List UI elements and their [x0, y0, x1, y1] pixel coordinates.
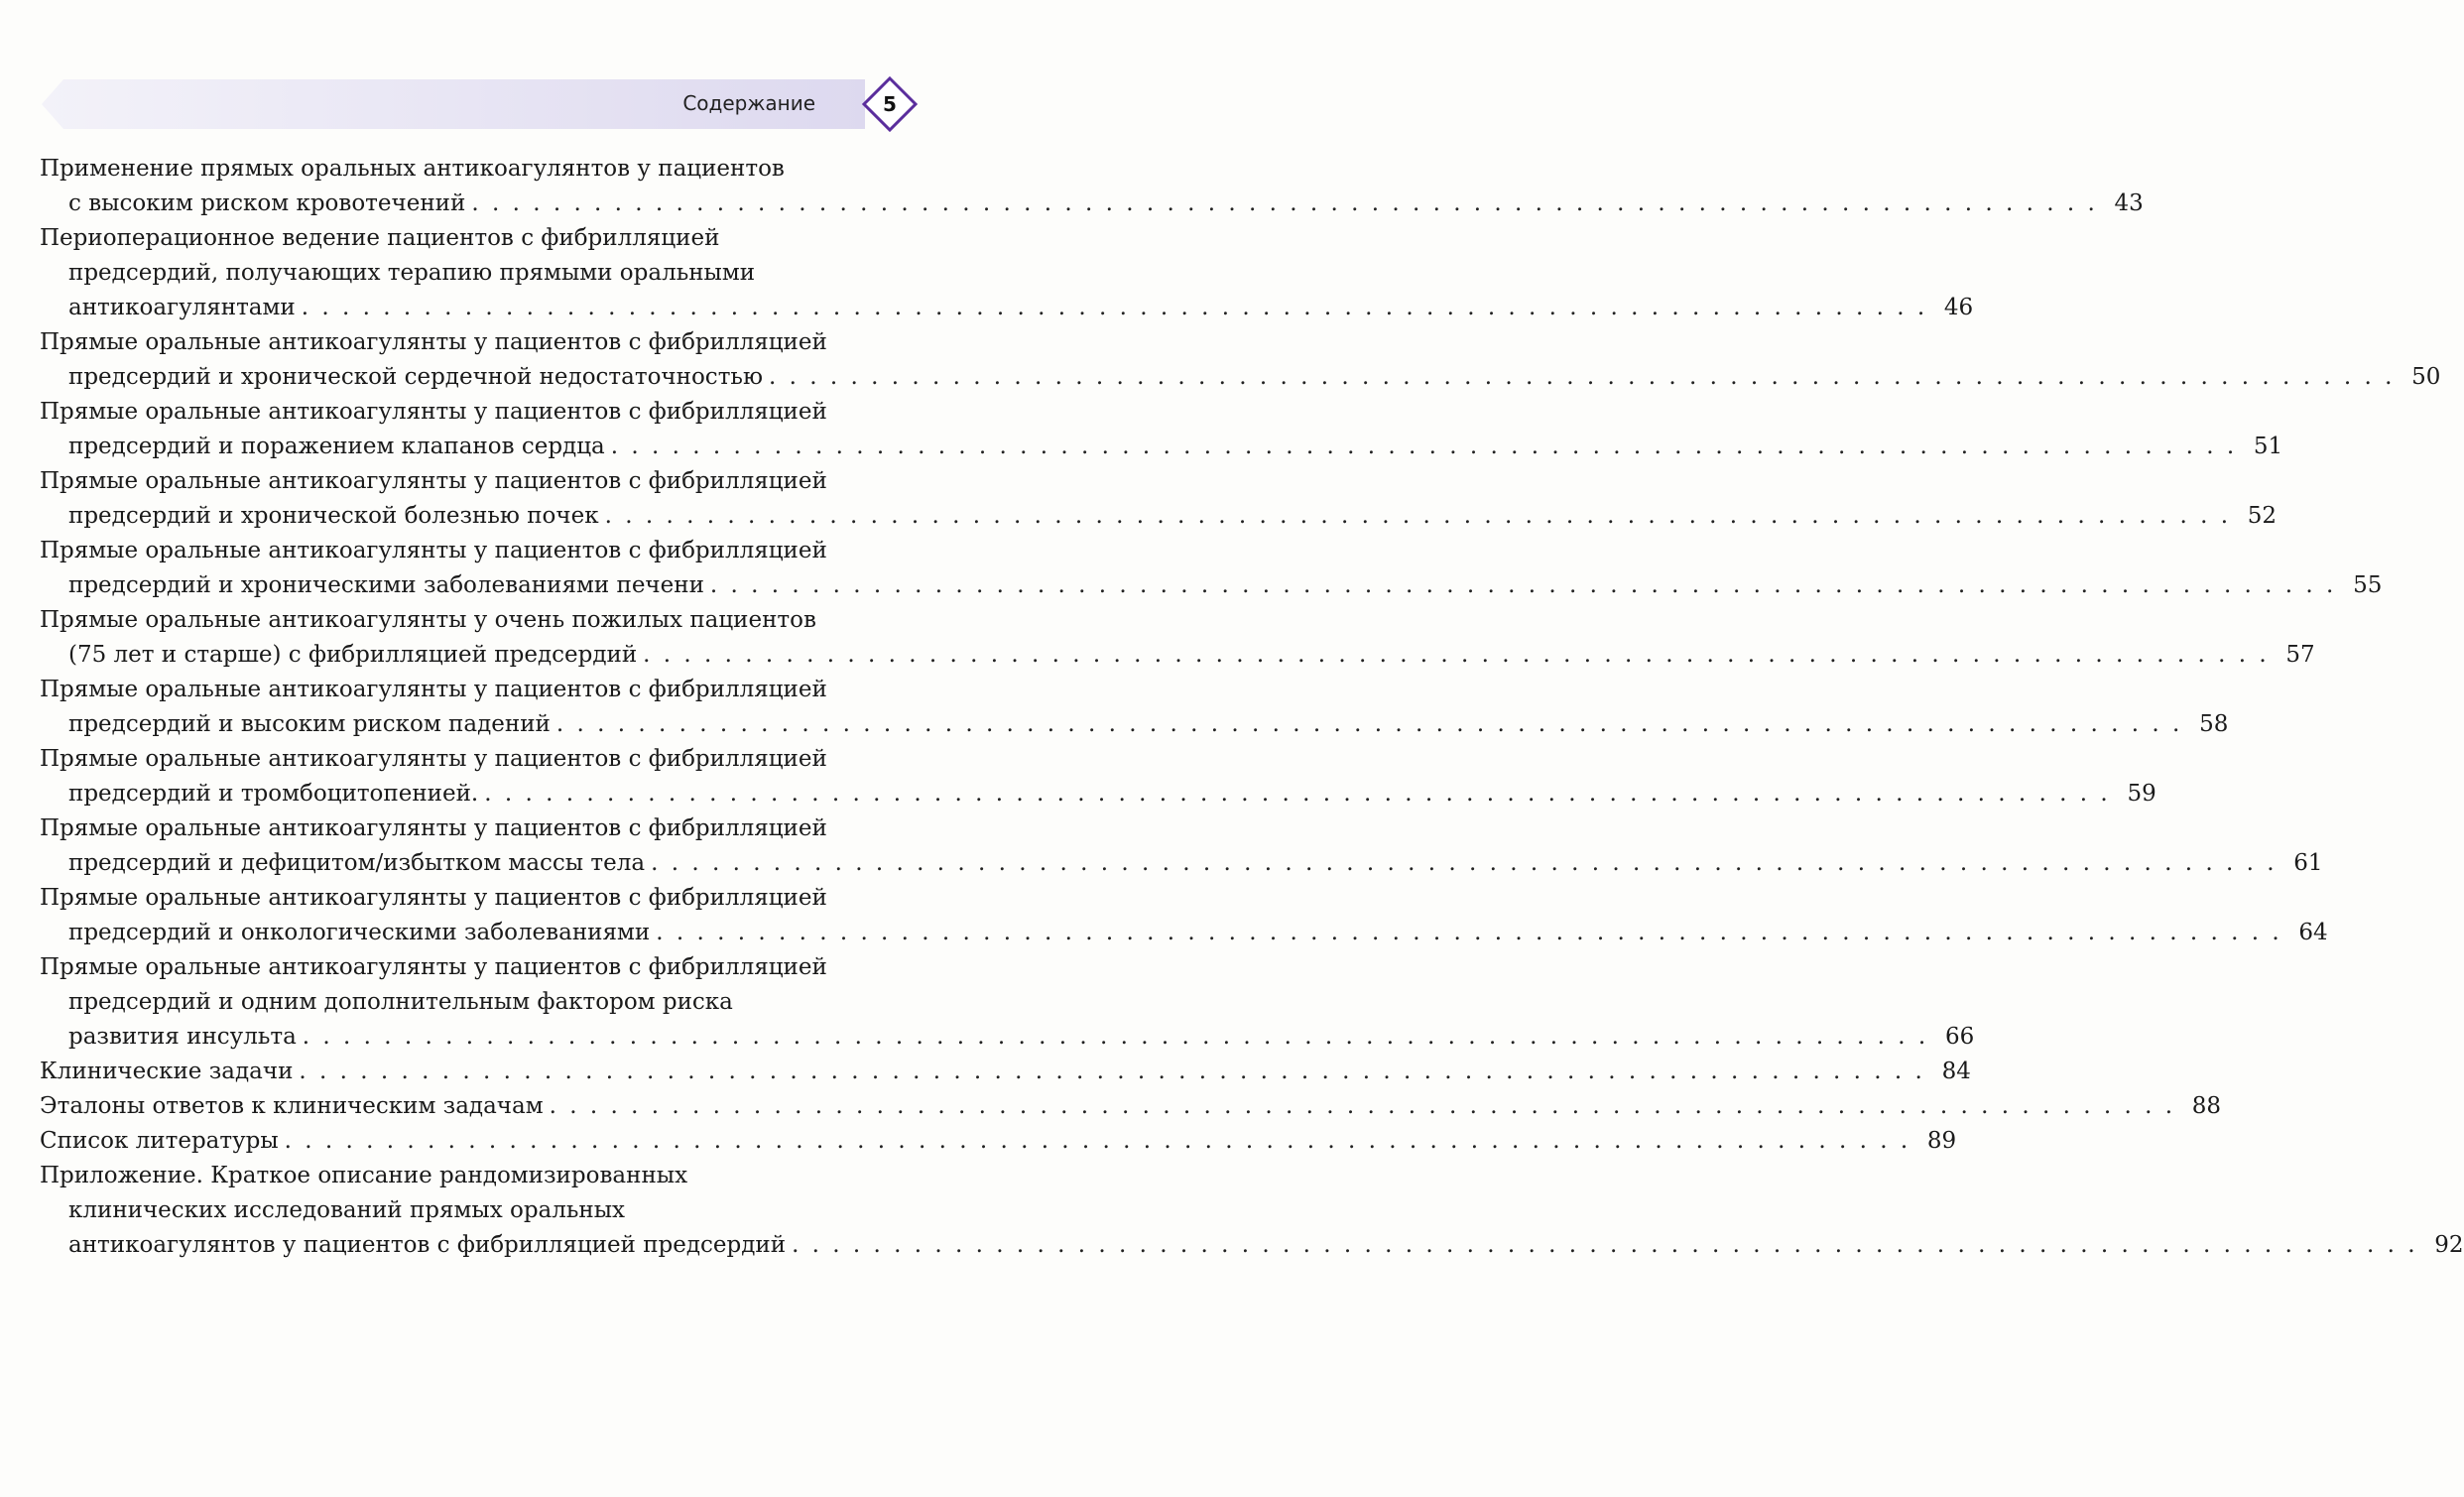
toc-entry-line: предсердий и одним дополнительным фактором риска: [68, 989, 733, 1015]
toc-entry-last-line: [40, 568, 2383, 603]
dot-leader: . . . . . . . . . . . . . . . . . . . . . . . . . . . . . . . . . . . . . . . . . . . . . . . . . . . . . . . . . . . . . . . . . . . . . . . . . . . . . . . .: [643, 642, 2270, 668]
dot-leader: . . . . . . . . . . . . . . . . . . . . . . . . . . . . . . . . . . . . . . . . . . . . . . . . . . . . . . . . . . . . . . . . . . . . . . . . . . . . . . . .: [792, 1232, 2418, 1258]
toc-entry-last-line: [40, 291, 1974, 325]
dot-leader: . . . . . . . . . . . . . . . . . . . . . . . . . . . . . . . . . . . . . . . . . . . . . . . . . . . . . . . . . . . . . . . . . . . . . . . . . . . . . . . .: [299, 1059, 1925, 1084]
toc-entry-text: антикоагулянтами: [68, 295, 296, 320]
toc-page-number: 43: [2114, 190, 2144, 216]
toc-entry-line: Прямые оральные антикоагулянты у пациентов с фибрилляцией: [40, 538, 827, 563]
toc-entry-line: клинических исследований прямых оральных: [68, 1197, 626, 1223]
toc-entry-text: предсердий и поражением клапанов сердца: [68, 434, 605, 459]
dot-leader: . . . . . . . . . . . . . . . . . . . . . . . . . . . . . . . . . . . . . . . . . . . . . . . . . . . . . . . . . . . . . . . . . . . . . . . . . . . . . . . .: [555, 711, 2183, 737]
toc-entry-last-line: [40, 638, 2315, 673]
toc-entry-text: антикоагулянтов у пациентов с фибрилляцией предсердий: [68, 1232, 787, 1258]
toc-page-number: 51: [2253, 434, 2283, 459]
page-number: 5: [883, 92, 897, 116]
toc-entry-text: предсердий и онкологическими заболеваниями: [68, 920, 651, 945]
toc-entry-line: Прямые оральные антикоагулянты у пациентов с фибрилляцией: [40, 954, 827, 980]
toc-entry[interactable]: [40, 221, 1974, 325]
toc-entry-line: Прямые оральные антикоагулянты у пациентов с фибрилляцией: [40, 885, 827, 911]
toc-entry-text: предсердий и хроническими заболеваниями печени: [68, 572, 704, 598]
toc-entry-text: предсердий и дефицитом/избытком массы тела: [68, 850, 646, 876]
toc-page-number: 59: [2127, 781, 2156, 807]
dot-leader: . . . . . . . . . . . . . . . . . . . . . . . . . . . . . . . . . . . . . . . . . . . . . . . . . . . . . . . . . . . . . . . . . . . . . . . . . . . . . . . .: [302, 1024, 1929, 1050]
toc-page-number: 89: [1926, 1128, 1957, 1154]
toc-entry[interactable]: [40, 742, 2156, 811]
toc-entry[interactable]: [40, 881, 2328, 950]
toc-entry-text: развития инсульта: [68, 1024, 297, 1050]
toc-entry-text: с высоким риском кровотечений: [68, 190, 466, 216]
toc-page-number: 92: [2434, 1232, 2464, 1258]
dot-leader: . . . . . . . . . . . . . . . . . . . . . . . . . . . . . . . . . . . . . . . . . . . . . . . . . . . . . . . . . . . . . . . . . . . . . . . . . . . . . . . .: [604, 503, 2232, 529]
dot-leader: . . . . . . . . . . . . . . . . . . . . . . . . . . . . . . . . . . . . . . . . . . . . . . . . . . . . . . . . . . . . . . . . . . . . . . . . . . . . . . . .: [471, 190, 2098, 216]
toc-entry-text: Клинические задачи: [40, 1059, 294, 1084]
toc-page-number: 46: [1943, 295, 1974, 320]
toc-entry-last-line: [40, 777, 2156, 811]
toc-entry[interactable]: [40, 152, 2144, 221]
toc-entry-line: Прямые оральные антикоагулянты у пациентов с фибрилляцией: [40, 815, 827, 841]
toc-entry-last-line: [40, 1055, 1971, 1089]
dot-leader: . . . . . . . . . . . . . . . . . . . . . . . . . . . . . . . . . . . . . . . . . . . . . . . . . . . . . . . . . . . . . . . . . . . . . . . . . . . . . . . .: [284, 1128, 1911, 1154]
toc-page-number: 61: [2293, 850, 2323, 876]
dot-leader: . . . . . . . . . . . . . . . . . . . . . . . . . . . . . . . . . . . . . . . . . . . . . . . . . . . . . . . . . . . . . . . . . . . . . . . . . . . . . . . .: [656, 920, 2282, 945]
dot-leader: . . . . . . . . . . . . . . . . . . . . . . . . . . . . . . . . . . . . . . . . . . . . . . . . . . . . . . . . . . . . . . . . . . . . . . . . . . . . . . . .: [709, 572, 2337, 598]
toc-entry-last-line: [40, 499, 2278, 534]
toc-page-number: 58: [2199, 711, 2229, 737]
toc-entry-line: Прямые оральные антикоагулянты у пациентов с фибрилляцией: [40, 746, 827, 772]
toc-page-number: 84: [1941, 1059, 1971, 1084]
toc-entry[interactable]: [40, 1089, 2222, 1124]
toc-entry[interactable]: [40, 325, 2441, 395]
dot-leader: . . . . . . . . . . . . . . . . . . . . . . . . . . . . . . . . . . . . . . . . . . . . . . . . . . . . . . . . . . . . . . . . . . . . . . . . . . . . . . . .: [301, 295, 1928, 320]
toc-entry-text: предсердий и хронической болезнью почек: [68, 503, 599, 529]
toc-entry-last-line: [40, 187, 2144, 221]
toc-entry-last-line: [40, 1020, 1975, 1055]
table-of-contents: [40, 152, 2464, 1263]
toc-entry-line: Прямые оральные антикоагулянты у пациентов с фибрилляцией: [40, 399, 827, 425]
toc-entry-text: (75 лет и старше) с фибрилляцией предсердий: [68, 642, 638, 668]
toc-page-number: 66: [1944, 1024, 1975, 1050]
toc-entry-line: Прямые оральные антикоагулянты у пациентов с фибрилляцией: [40, 677, 827, 702]
toc-entry[interactable]: [40, 1124, 1957, 1159]
toc-entry-last-line: [40, 846, 2323, 881]
toc-entry[interactable]: [40, 534, 2383, 603]
toc-entry-text: Эталоны ответов к клиническим задачам: [40, 1093, 544, 1119]
toc-page-number: 57: [2285, 642, 2315, 668]
toc-entry-line: Приложение. Краткое описание рандомизированных: [40, 1163, 688, 1188]
toc-entry-last-line: [40, 1228, 2464, 1263]
toc-entry[interactable]: [40, 1055, 1971, 1089]
toc-entry-text: предсердий и хронической сердечной недостаточностью: [68, 364, 763, 390]
page-number-badge: [861, 75, 919, 133]
running-header-title: Содержание: [682, 91, 815, 115]
toc-entry[interactable]: [40, 395, 2283, 464]
dot-leader: . . . . . . . . . . . . . . . . . . . . . . . . . . . . . . . . . . . . . . . . . . . . . . . . . . . . . . . . . . . . . . . . . . . . . . . . . . . . . . . .: [651, 850, 2278, 876]
toc-entry-text: предсердий и тромбоцитопенией.: [68, 781, 479, 807]
toc-entry[interactable]: [40, 811, 2323, 881]
dot-leader: . . . . . . . . . . . . . . . . . . . . . . . . . . . . . . . . . . . . . . . . . . . . . . . . . . . . . . . . . . . . . . . . . . . . . . . . . . . . . . . .: [484, 781, 2111, 807]
toc-entry[interactable]: [40, 464, 2278, 534]
toc-entry[interactable]: [40, 673, 2229, 742]
toc-entry-last-line: [40, 1089, 2222, 1124]
dot-leader: . . . . . . . . . . . . . . . . . . . . . . . . . . . . . . . . . . . . . . . . . . . . . . . . . . . . . . . . . . . . . . . . . . . . . . . . . . . . . . . .: [549, 1093, 2176, 1119]
toc-entry-line: Прямые оральные антикоагулянты у пациентов с фибрилляцией: [40, 468, 827, 494]
toc-page-number: 64: [2298, 920, 2328, 945]
toc-entry-last-line: [40, 916, 2328, 950]
toc-entry-line: Прямые оральные антикоагулянты у очень пожилых пациентов: [40, 607, 816, 633]
dot-leader: . . . . . . . . . . . . . . . . . . . . . . . . . . . . . . . . . . . . . . . . . . . . . . . . . . . . . . . . . . . . . . . . . . . . . . . . . . . . . . . .: [610, 434, 2238, 459]
toc-page-number: 52: [2247, 503, 2278, 529]
toc-entry[interactable]: [40, 1159, 2464, 1263]
toc-entry-line: Прямые оральные антикоагулянты у пациентов с фибрилляцией: [40, 329, 827, 355]
toc-entry-line: предсердий, получающих терапию прямыми оральными: [68, 260, 756, 286]
toc-entry-last-line: [40, 360, 2441, 395]
toc-page-number: 88: [2191, 1093, 2222, 1119]
toc-entry[interactable]: [40, 603, 2315, 673]
toc-entry-line: Применение прямых оральных антикоагулянтов у пациентов: [40, 156, 785, 182]
toc-page-number: 55: [2353, 572, 2383, 598]
toc-entry-text: Список литературы: [40, 1128, 279, 1154]
toc-page-number: 50: [2411, 364, 2441, 390]
toc-entry-line: Периоперационное ведение пациентов с фибрилляцией: [40, 225, 720, 251]
dot-leader: . . . . . . . . . . . . . . . . . . . . . . . . . . . . . . . . . . . . . . . . . . . . . . . . . . . . . . . . . . . . . . . . . . . . . . . . . . . . . . . .: [768, 364, 2396, 390]
toc-entry[interactable]: [40, 950, 1975, 1055]
toc-entry-last-line: [40, 430, 2283, 464]
toc-entry-last-line: [40, 707, 2229, 742]
toc-entry-last-line: [40, 1124, 1957, 1159]
toc-entry-text: предсердий и высоким риском падений: [68, 711, 551, 737]
